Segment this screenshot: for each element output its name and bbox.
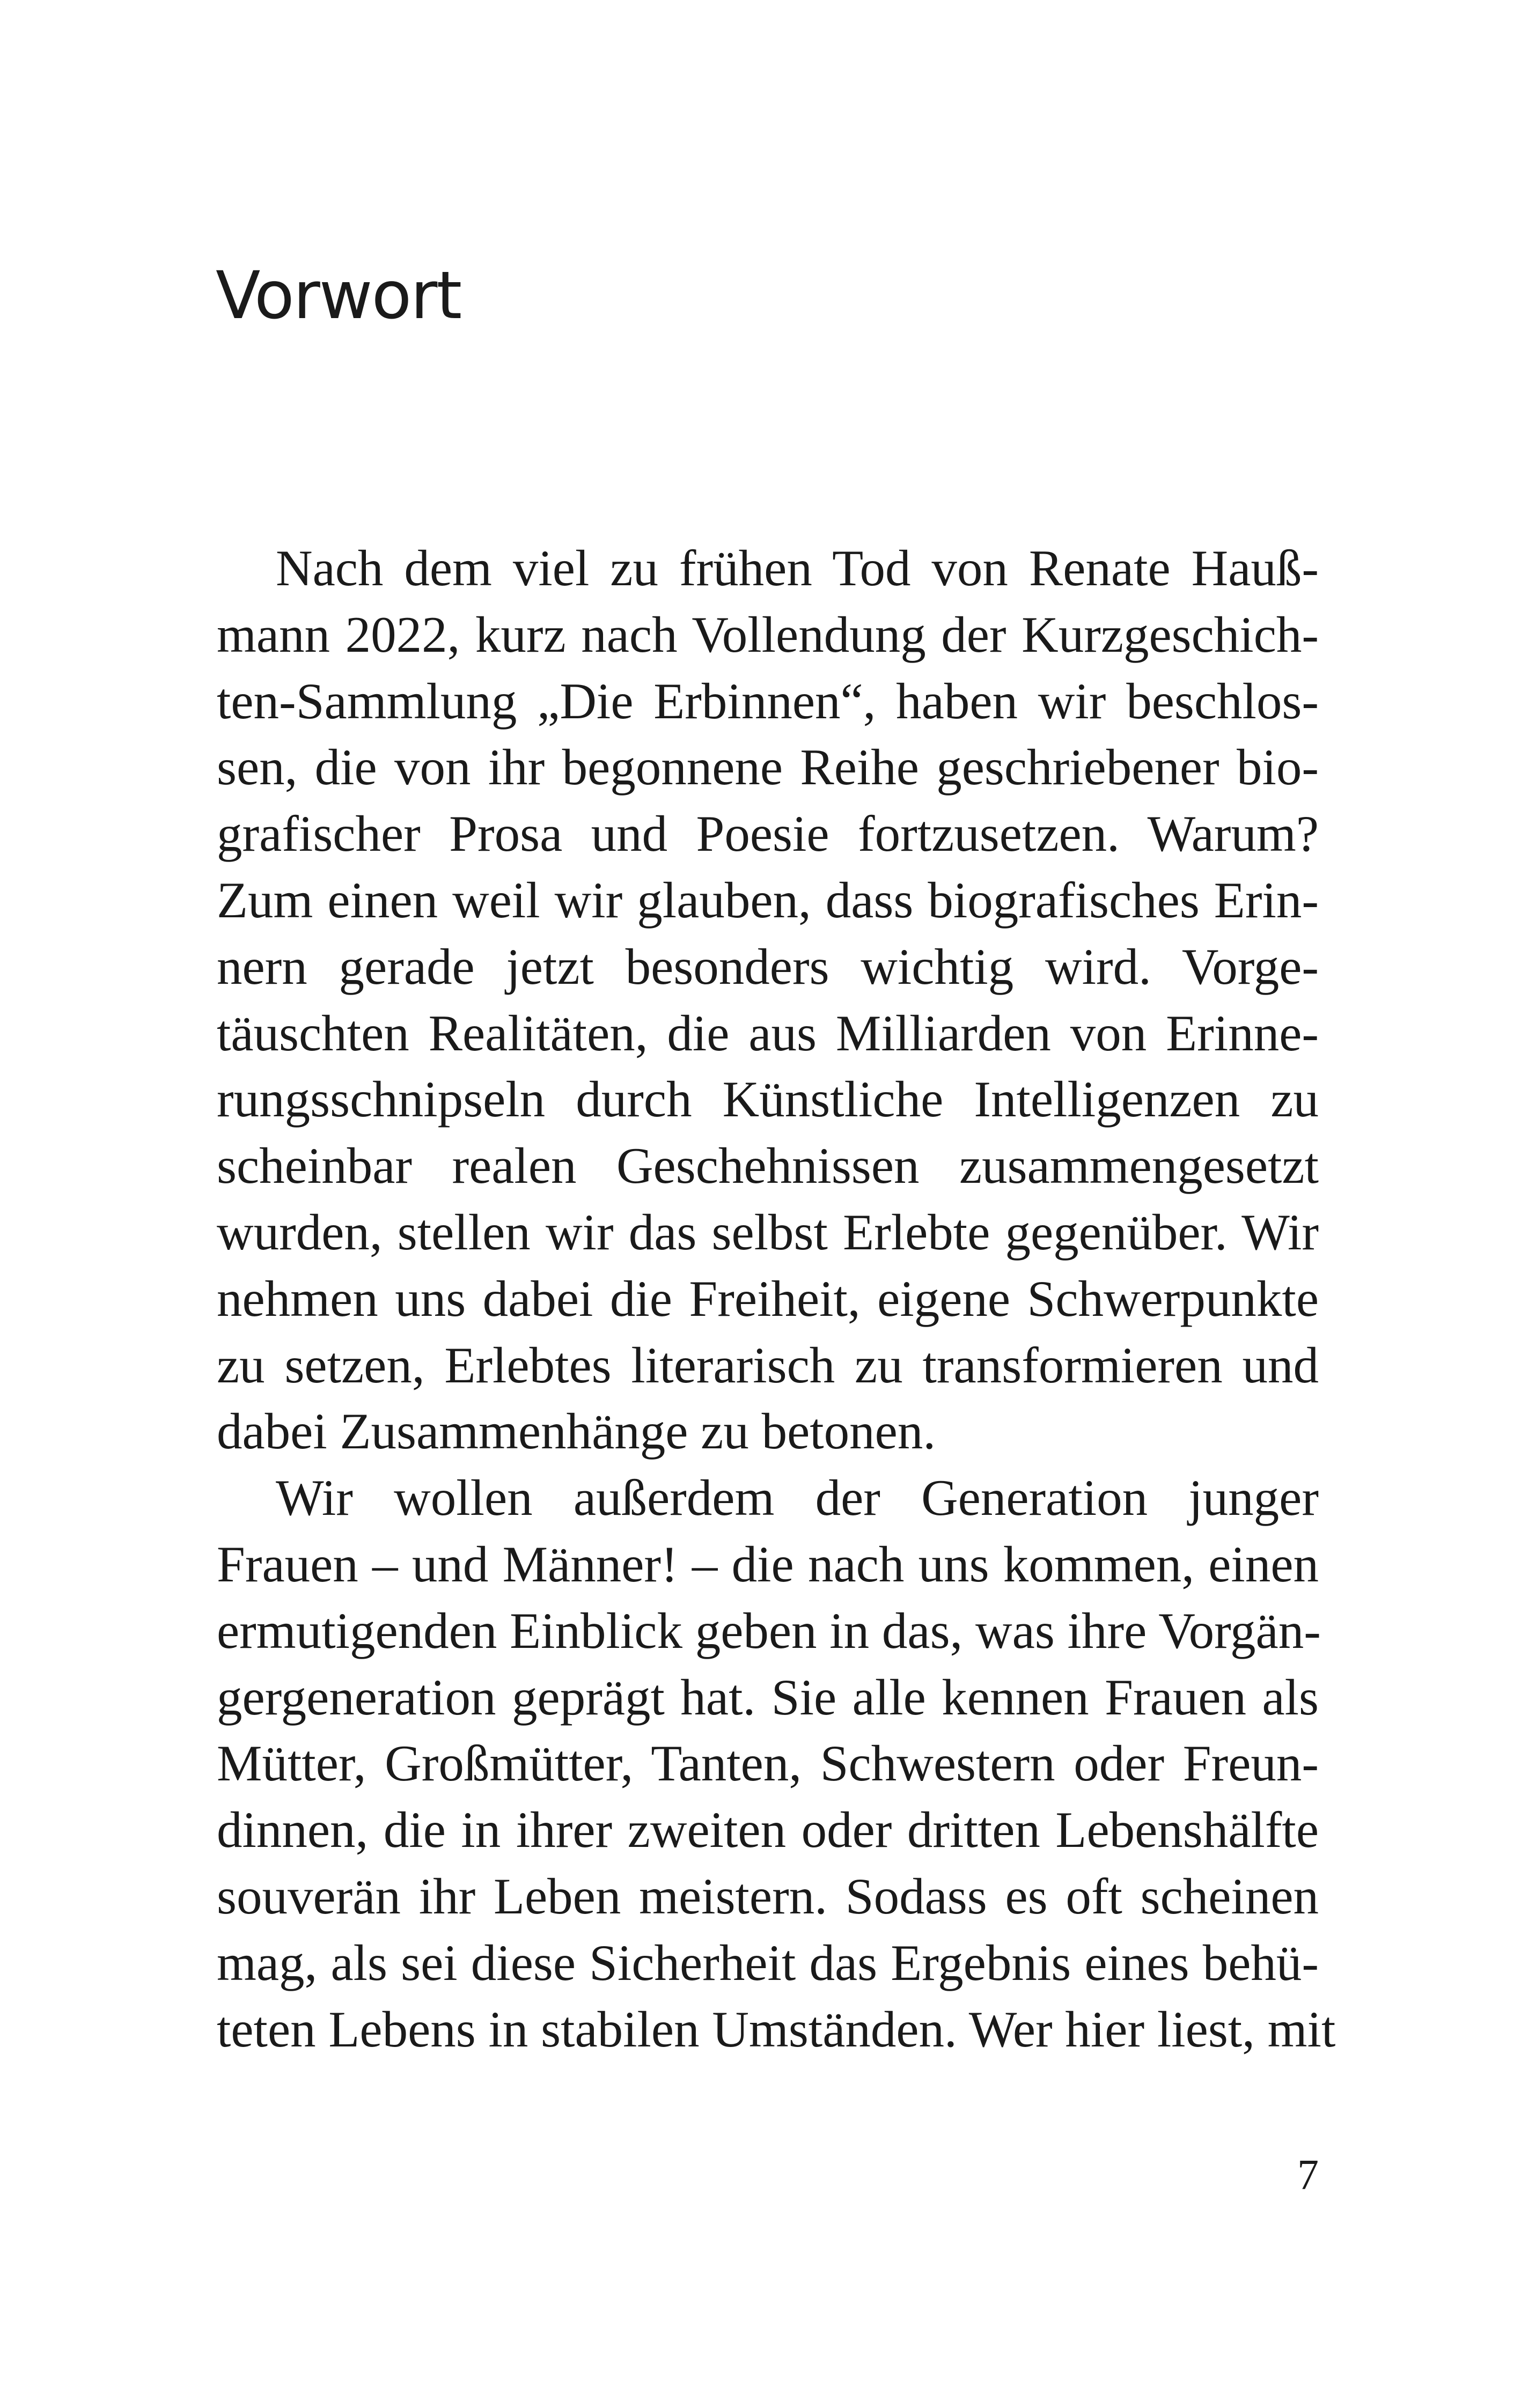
text-line: scheinbar realen Geschehnissen zusammengesetzt: [217, 1137, 1319, 1195]
text-line: rungsschnipseln durch Künstliche Intelligenzen zu: [217, 1071, 1319, 1128]
text-line: sen, die von ihr begonnene Reihe geschriebener bio-: [217, 739, 1319, 796]
text-line: wurden, stellen wir das selbst Erlebte gegenüber. Wir: [217, 1203, 1319, 1261]
text-line: Wir wollen außerdem der Generation junger: [276, 1469, 1319, 1527]
text-line: Nach dem viel zu frühen Tod von Renate Hauß-: [276, 540, 1319, 597]
text-line: ermutigenden Einblick geben in das, was ihre Vorgän-: [217, 1602, 1321, 1659]
text-line: Zum einen weil wir glauben, dass biografisches Erin-: [217, 871, 1319, 929]
text-line: dinnen, die in ihrer zweiten oder dritten Lebenshälfte: [217, 1801, 1319, 1859]
body-text: [217, 535, 1336, 2063]
text-line: mag, als sei diese Sicherheit das Ergebnis eines behü-: [217, 1934, 1319, 1991]
text-line: täuschten Realitäten, die aus Milliarden von Erinne-: [217, 1004, 1319, 1062]
text-line: souverän ihr Leben meistern. Sodass es oft scheinen: [217, 1867, 1319, 1925]
text-line: gergeneration geprägt hat. Sie alle kennen Frauen als: [217, 1668, 1319, 1726]
page-number: 7: [1297, 2152, 1319, 2199]
text-line: mann 2022, kurz nach Vollendung der Kurzgeschich-: [217, 606, 1319, 663]
text-line: grafischer Prosa und Poesie fortzusetzen. Warum?: [217, 805, 1319, 863]
text-line: nern gerade jetzt besonders wichtig wird. Vorge-: [217, 938, 1319, 995]
text-line: dabei Zusammenhänge zu betonen.: [217, 1403, 936, 1460]
text-line: nehmen uns dabei die Freiheit, eigene Schwerpunkte: [217, 1270, 1319, 1327]
text-line: Mütter, Großmütter, Tanten, Schwestern oder Freun-: [217, 1735, 1319, 1792]
text-line: ten-Sammlung „Die Erbinnen“, haben wir beschlos-: [217, 672, 1319, 730]
text-line: teten Lebens in stabilen Umständen. Wer hier liest, mit: [217, 2000, 1336, 2058]
text-line: Frauen – und Männer! – die nach uns kommen, einen: [217, 1535, 1319, 1593]
text-line: zu setzen, Erlebtes literarisch zu transformieren und: [217, 1336, 1319, 1394]
page-title: Vorwort: [216, 257, 461, 334]
